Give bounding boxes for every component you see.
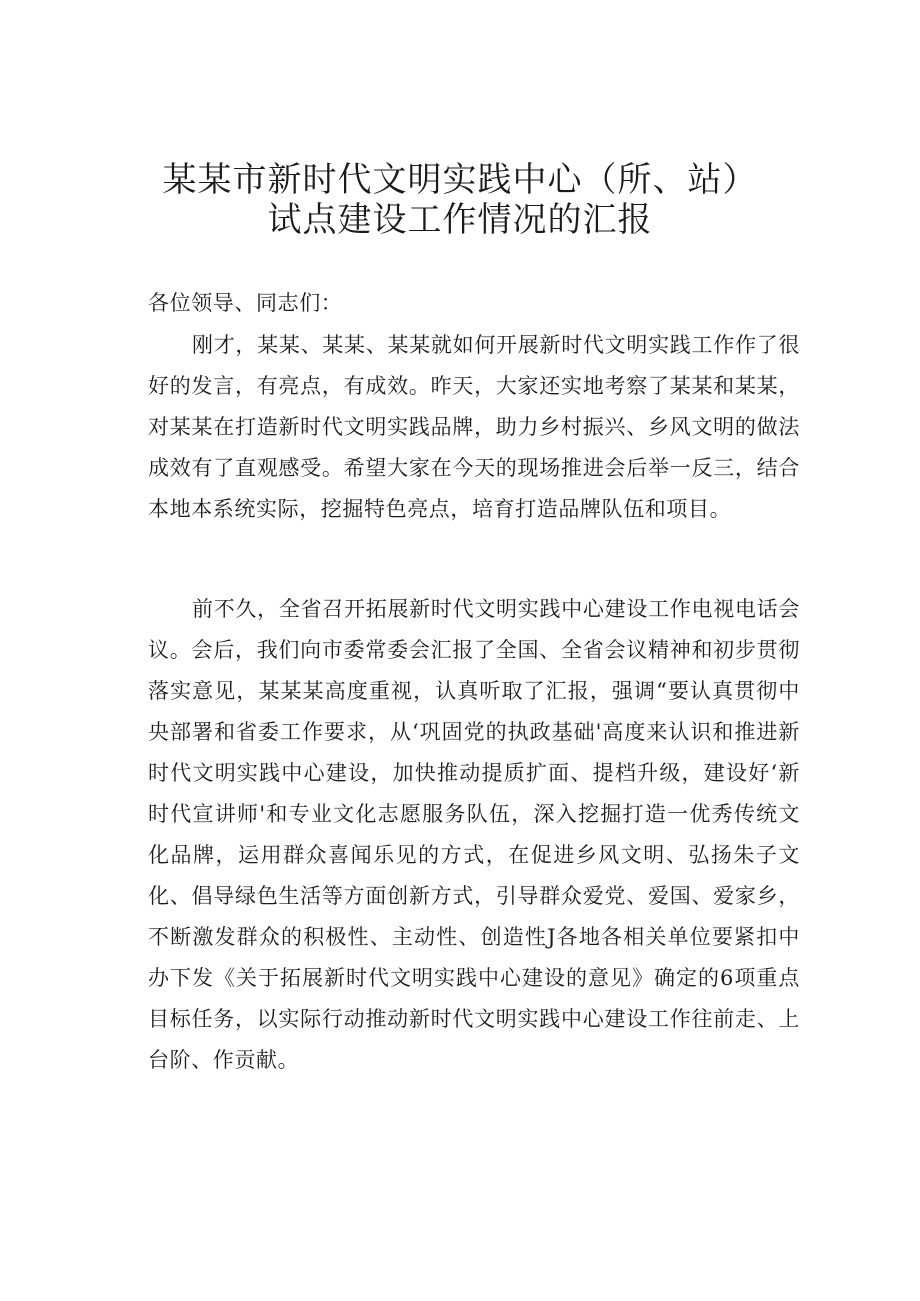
paragraph-1: 刚才，某某、某某、某某就如何开展新时代文明实践工作作了很好的发言，有亮点，有成效。昨天，大家还实地考察了某某和某某，对某某在打造新时代文明实践品牌，助力乡村振兴、乡风文明的做法成效有了直观感受。希望大家在今天的现场推进会后举一反三，结合本地本系统实际，挖掘特色亮点，培育打造品牌队伍和项目。 (148, 333, 800, 521)
paragraph-2: 前不久，全省召开拓展新时代文明实践中心建设工作电视电话会议。会后，我们向市委常委会汇报了全国、全省会议精神和初步贯彻落实意见，某某某高度重视，认真听取了汇报，强调“要认真贯彻中央部署和省委工作要求，从‘巩固党的执政基础'高度来认识和推进新时代文明实践中心建设，加快推动提质扩面、提档升级，建设好‘新时代宣讲师'和专业文化志愿服务队伍，深入挖掘打造一优秀传统文化品牌，运用群众喜闻乐见的方式，在促进乡风文明、弘扬朱子文化、倡导绿色生活等方面创新方式，引导群众爱党、爱国、爱家乡，不断激发群众的积极性、主动性、创造性J各地各相关单位要紧扣中办下发《关于拓展新时代文明实践中心建设的意见》确定的6项重点目标任务，以实际行动推动新时代文明实践中心建设工作往前走、上台阶、作贡献。 (148, 597, 800, 1072)
salutation: 各位领导、同志们： (148, 291, 343, 315)
document-title-line-2: 试点建设工作情况的汇报 (267, 200, 653, 240)
document-title-line-1: 某某市新时代文明实践中心（所、站） (162, 160, 758, 200)
